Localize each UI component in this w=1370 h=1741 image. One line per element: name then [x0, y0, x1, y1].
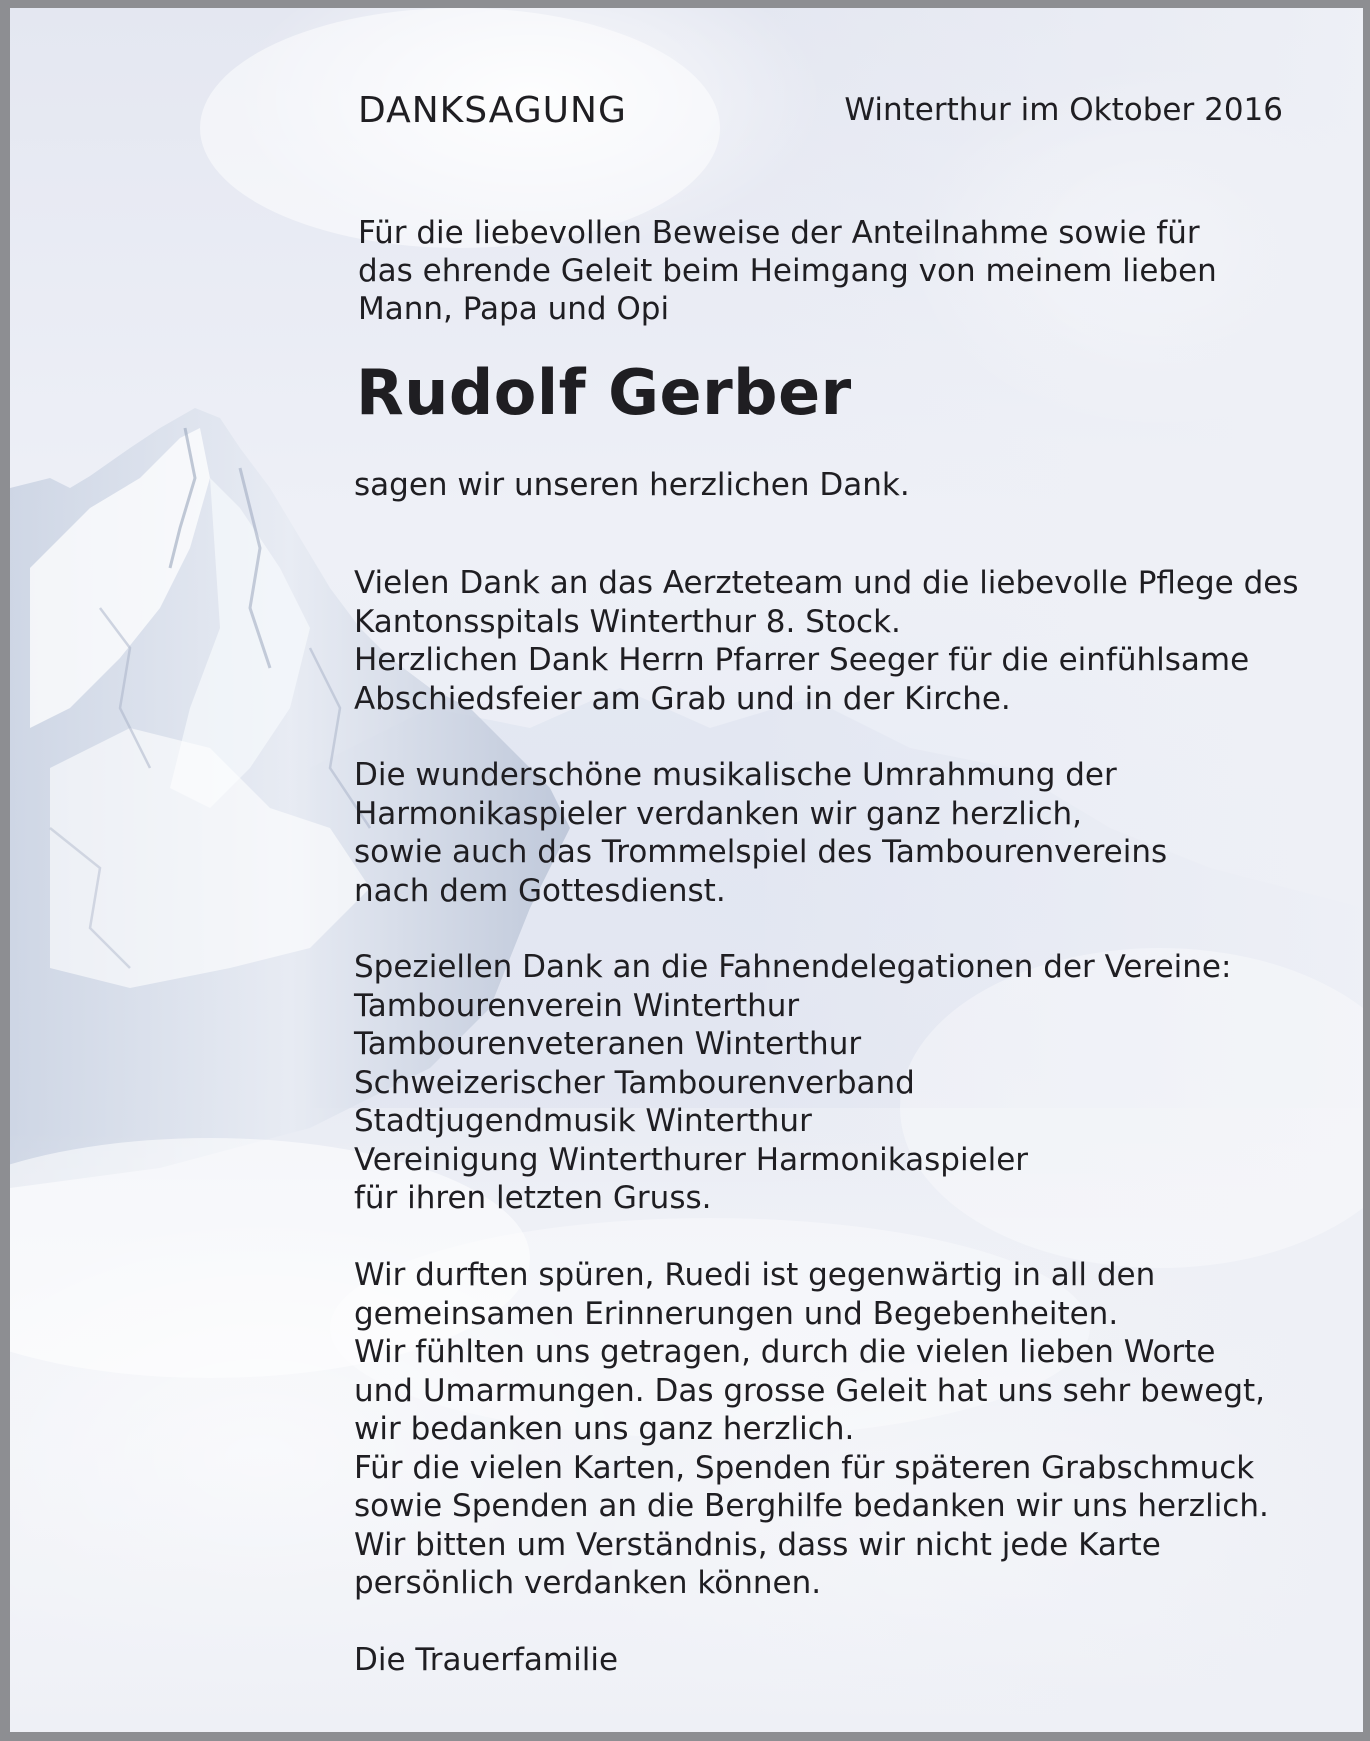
paragraph-line: wir bedanken uns ganz herzlich.: [354, 1411, 855, 1447]
paragraph-line: Vielen Dank an das Aerzteteam und die liebevolle Pflege des: [354, 565, 1299, 601]
paragraph-line: sowie Spenden an die Berghilfe bedanken wir uns herzlich.: [354, 1488, 1269, 1524]
paragraph-line: und Umarmungen. Das grosse Geleit hat uns sehr bewegt,: [354, 1372, 1266, 1409]
paragraph-line: Herzlichen Dank Herrn Pfarrer Seeger für die einfühlsame: [354, 642, 1250, 678]
intro-text: [358, 214, 1298, 328]
paragraph-line: nach dem Gottesdienst.: [354, 872, 726, 909]
paragraph-line: gemeinsamen Erinnerungen und Begebenheiten.: [354, 1295, 1119, 1332]
notice-content: [10, 8, 1363, 1732]
notice-heading: DANKSAGUNG: [358, 90, 627, 131]
paragraph-line: Stadtjugendmusik Winterthur: [354, 1103, 812, 1139]
place-and-date: Winterthur im Oktober 2016: [844, 92, 1283, 128]
paragraph-line: Kantonsspitals Winterthur 8. Stock.: [354, 603, 901, 640]
paragraph-line: Speziellen Dank an die Fahnendelegationen der Vereine:: [354, 949, 1232, 985]
paragraph-line: Tambourenverein Winterthur: [354, 987, 800, 1024]
thanks-line: sagen wir unseren herzlichen Dank.: [354, 467, 910, 503]
deceased-name: Rudolf Gerber: [356, 356, 852, 429]
paragraph-line: Tambourenveteranen Winterthur: [354, 1026, 862, 1062]
paragraph-line: Wir fühlten uns getragen, durch die vielen lieben Worte: [354, 1334, 1216, 1370]
paragraph-line: Vereinigung Winterthurer Harmonikaspieler: [354, 1141, 1029, 1178]
paragraph-line: Wir durften spüren, Ruedi ist gegenwärtig in all den: [354, 1257, 1156, 1293]
paragraph-line: für ihren letzten Gruss.: [354, 1180, 712, 1216]
paragraph-line: Für die vielen Karten, Spenden für späteren Grabschmuck: [354, 1449, 1255, 1486]
paragraph-line: Schweizerischer Tambourenverband: [354, 1064, 915, 1101]
intro-line: Für die liebevollen Beweise der Anteilnahme sowie für: [358, 215, 1200, 251]
intro-line: das ehrende Geleit beim Heimgang von meinem lieben: [358, 253, 1217, 289]
paragraph-line: Harmonikaspieler verdanken wir ganz herzlich,: [354, 795, 1083, 832]
paragraph-line: persönlich verdanken können.: [354, 1565, 822, 1601]
signature: Die Trauerfamilie: [354, 1642, 619, 1678]
paragraph-line: Wir bitten um Verständnis, dass wir nicht jede Karte: [354, 1526, 1161, 1563]
paragraph-music-thanks: [354, 756, 1354, 910]
paragraph-line: Die wunderschöne musikalische Umrahmung der: [354, 757, 1117, 793]
paragraph-line: sowie auch das Trommelspiel des Tambourenvereins: [354, 834, 1168, 870]
intro-line: Mann, Papa und Opi: [358, 291, 670, 327]
paragraph-associations-thanks: [354, 948, 1354, 1218]
paragraph-line: Abschiedsfeier am Grab und in der Kirche.: [354, 680, 1011, 717]
paragraph-medical-thanks: [354, 564, 1354, 718]
paragraph-closing-thanks: [354, 1256, 1354, 1603]
